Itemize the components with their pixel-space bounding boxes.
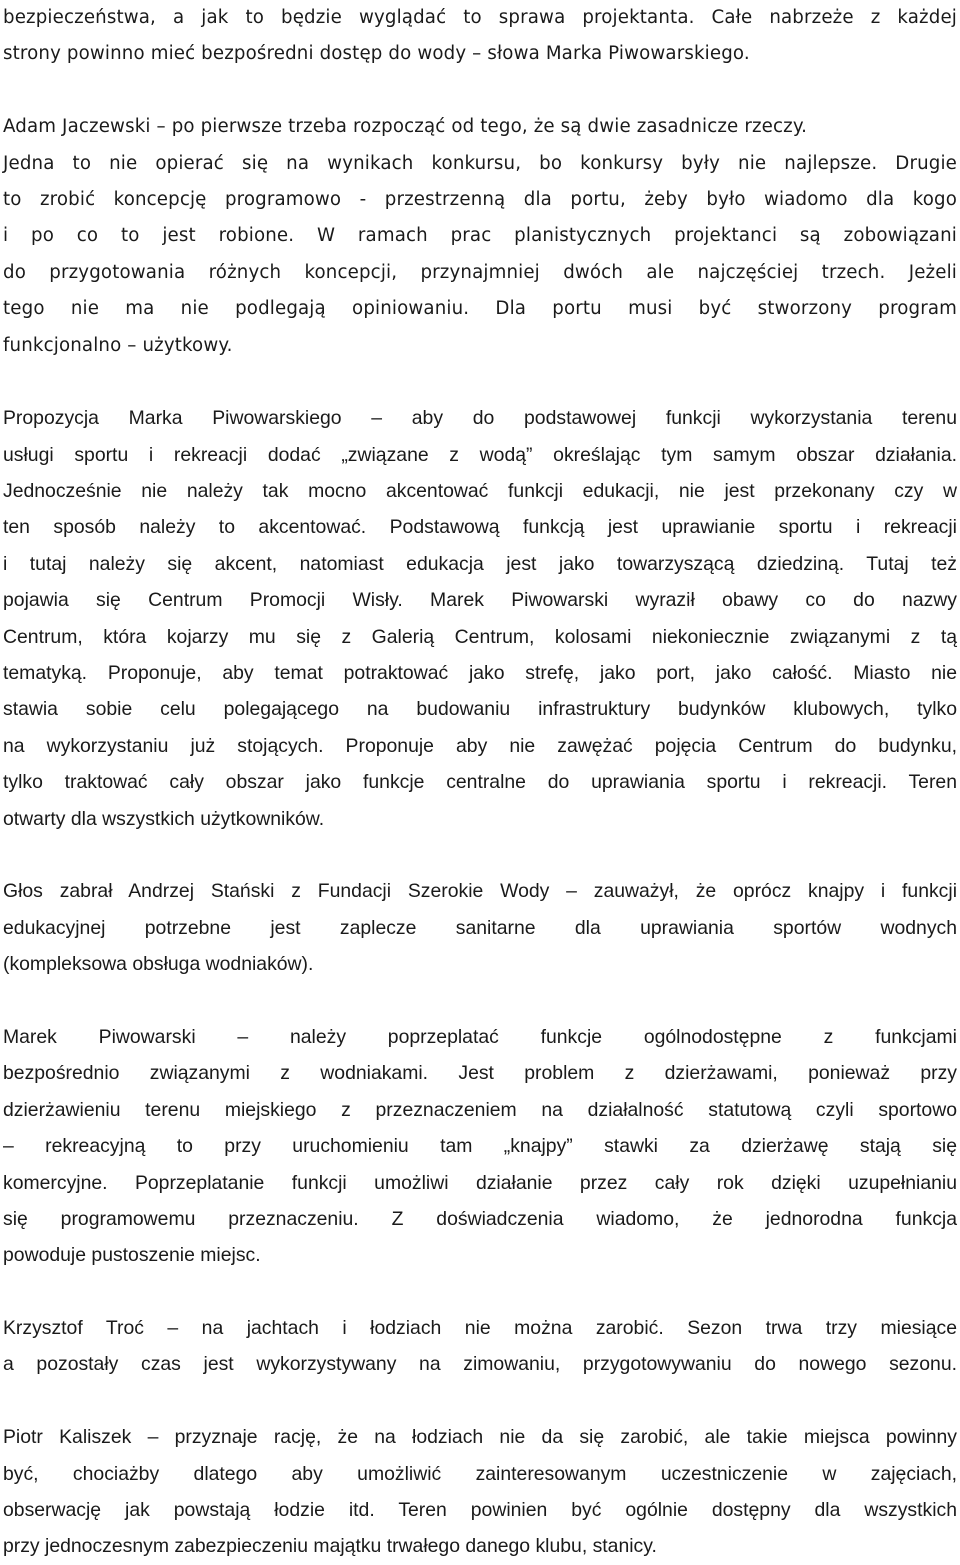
text-line: i tutaj należy się akcent, natomiast edukacja jest jako towarzyszącą dziedziną. Tutaj też (3, 552, 957, 575)
paragraph (3, 400, 957, 837)
paragraph (3, 1310, 957, 1383)
text-line: bezpośrednio związanymi z wodniakami. Jest problem z dzierżawami, ponieważ przy (3, 1062, 957, 1085)
text-line: to zrobić koncepcję programowo - przestrzenną dla portu, żeby było wiadomo dla kogo (3, 188, 957, 210)
text-line: ten sposób należy to akcentować. Podstawową funkcją jest uprawianie sportu i rekreacji (3, 516, 957, 539)
text-line: Krzysztof Troć – na jachtach i łodziach nie można zarobić. Sezon trwa trzy miesiące (3, 1317, 957, 1340)
text-line: usługi sportu i rekreacji dodać „związane z wodą” określając tym samym obszar działania. (3, 443, 957, 466)
text-line: tematyką. Proponuje, aby temat potraktować jako strefę, jako port, jako całość. Miasto nie (3, 662, 957, 685)
paragraph (3, 1019, 957, 1274)
text-line: (kompleksowa obsługa wodniaków). (3, 953, 314, 976)
text-line: funkcjonalno – użytkowy. (3, 334, 233, 356)
text-line: na wykorzystaniu już stojących. Proponuje aby nie zawężać pojęcia Centrum do budynku, (3, 734, 957, 757)
text-line: Jednocześnie nie należy tak mocno akcentować funkcji edukacji, nie jest przekonany czy w (3, 480, 957, 503)
text-line: tylko traktować cały obszar jako funkcje centralne do uprawiania sportu i rekreacji. Teren (3, 771, 957, 794)
text-line: strony powinno mieć bezpośredni dostęp do wody – słowa Marka Piwowarskiego. (3, 43, 750, 65)
text-line: pojawia się Centrum Promocji Wisły. Marek Piwowarski wyraził obawy co do nazwy (3, 589, 957, 612)
text-line: Głos zabrał Andrzej Stański z Fundacji Szerokie Wody – zauważył, że oprócz knajpy i funkcji (3, 880, 957, 903)
text-line: – rekreacyjną to przy uruchomieniu tam „knajpy” stawki za dzierżawę stają się (3, 1135, 957, 1158)
paragraph (3, 873, 957, 982)
text-line: a pozostały czas jest wykorzystywany na zimowaniu, przygotowywaniu do nowego sezonu. (3, 1353, 957, 1376)
text-line: edukacyjnej potrzebne jest zaplecze sanitarne dla uprawiania sportów wodnych (3, 916, 957, 939)
text-line: bezpieczeństwa, a jak to będzie wyglądać to sprawa projektanta. Całe nabrzeże z każdej (3, 7, 957, 28)
text-line: powoduje pustoszenie miejsc. (3, 1244, 261, 1267)
text-line: Centrum, która kojarzy mu się z Galerią Centrum, kolosami niekoniecznie związanymi z tą (3, 625, 957, 648)
text-line: do przygotowania różnych koncepcji, przynajmniej dwóch ale najczęściej trzech. Jeżeli (3, 261, 957, 283)
paragraph-gap (3, 837, 957, 873)
text-line: Adam Jaczewski – po pierwsze trzeba rozpocząć od tego, że są dwie zasadnicze rzeczy. (3, 116, 808, 138)
paragraph (3, 109, 957, 364)
text-line: być, chociażby dlatego aby umożliwić zainteresowanym uczestniczenie w zajęciach, (3, 1462, 957, 1485)
text-line: się programowemu przeznaczeniu. Z doświadczenia wiadomo, że jednorodna funkcja (3, 1207, 957, 1230)
paragraph-gap (3, 364, 957, 400)
text-line: Piotr Kaliszek – przyznaje rację, że na łodziach nie da się zarobić, ale takie miejsca powinny (3, 1426, 957, 1449)
document-page (3, 0, 957, 1565)
text-line: przy jednoczesnym zabezpieczeniu majątku trwałego danego klubu, stanicy. (3, 1535, 657, 1558)
text-line: Propozycja Marka Piwowarskiego – aby do podstawowej funkcji wykorzystania terenu (3, 407, 957, 430)
paragraph (3, 0, 957, 73)
text-line: komercyjne. Poprzeplatanie funkcji umożliwi działanie przez cały rok dzięki uzupełnianiu (3, 1171, 957, 1194)
text-line: Marek Piwowarski – należy poprzeplatać funkcje ogólnodostępne z funkcjami (3, 1025, 957, 1048)
text-line: otwarty dla wszystkich użytkowników. (3, 807, 325, 830)
paragraph-gap (3, 1383, 957, 1419)
paragraph-gap (3, 1274, 957, 1310)
paragraph-gap (3, 73, 957, 109)
text-line: obserwację jak powstają łodzie itd. Teren powinien być ogólnie dostępny dla wszystkich (3, 1499, 957, 1522)
paragraph (3, 1419, 957, 1565)
text-line: tego nie ma nie podlegają opiniowaniu. Dla portu musi być stworzony program (3, 298, 957, 320)
text-line: i po co to jest robione. W ramach prac planistycznych projektanci są zobowiązani (3, 225, 957, 247)
text-line: stawia sobie celu polegającego na budowaniu infrastruktury budynków klubowych, tylko (3, 698, 957, 721)
paragraph-gap (3, 983, 957, 1019)
text-line: dzierżawieniu terenu miejskiego z przeznaczeniem na działalność statutową czyli sportowo (3, 1098, 957, 1121)
text-line: Jedna to nie opierać się na wynikach konkursu, bo konkursy były nie najlepsze. Drugie (3, 152, 957, 174)
